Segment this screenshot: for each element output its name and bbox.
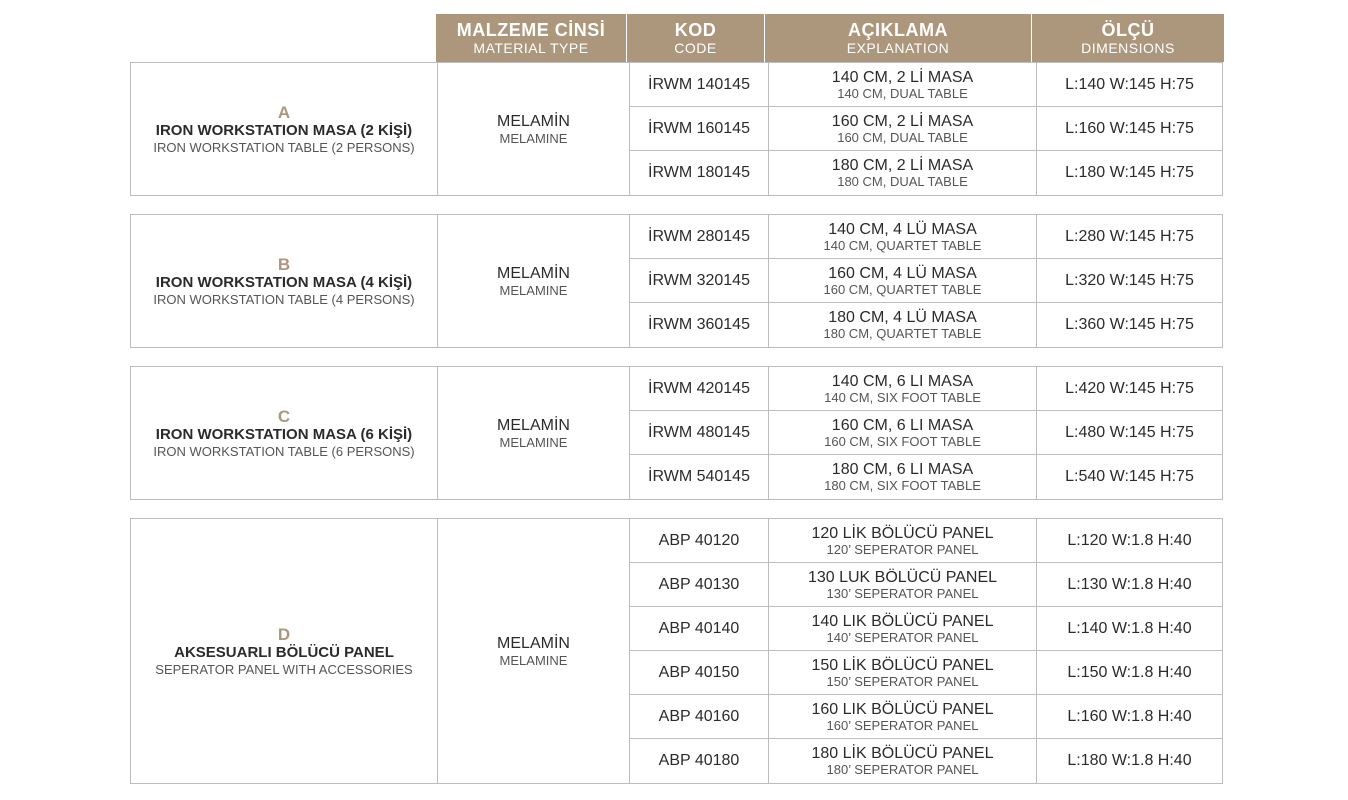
row-code: İRWM 320145 bbox=[630, 259, 769, 302]
row-dimensions: L:420 W:145 H:75 bbox=[1065, 379, 1194, 397]
group-name bbox=[131, 63, 438, 195]
material-en: MELAMINE bbox=[499, 652, 568, 668]
row-dimensions: L:130 W:1.8 H:40 bbox=[1067, 575, 1192, 593]
row-code: ABP 40120 bbox=[630, 519, 769, 562]
explanation-tr: 180 CM, 4 LÜ MASA bbox=[828, 309, 977, 326]
group-name bbox=[131, 519, 438, 783]
row-explanation bbox=[769, 107, 1037, 150]
header-explanation-en: EXPLANATION bbox=[846, 39, 950, 56]
row-code: ABP 40160 bbox=[630, 695, 769, 738]
group-rows bbox=[630, 215, 1222, 347]
group-title: IRON WORKSTATION MASA (2 KİŞİ) bbox=[155, 121, 413, 139]
product-group-c bbox=[130, 366, 1223, 500]
explanation-en: 130’ SEPERATOR PANEL bbox=[826, 585, 979, 601]
material-tr: MELAMİN bbox=[497, 264, 570, 282]
row-dimensions: L:180 W:145 H:75 bbox=[1065, 164, 1194, 181]
row-code: ABP 40130 bbox=[630, 563, 769, 606]
table-row bbox=[630, 63, 1222, 107]
group-material bbox=[438, 367, 630, 499]
header-material-tr: MALZEME CİNSİ bbox=[456, 19, 606, 40]
explanation-tr: 180 CM, 6 LI MASA bbox=[831, 461, 974, 478]
row-dimensions: L:160 W:1.8 H:40 bbox=[1067, 707, 1192, 725]
row-code: İRWM 140145 bbox=[630, 63, 769, 106]
header-material bbox=[436, 14, 627, 62]
table-row bbox=[630, 411, 1222, 455]
group-letter: B bbox=[277, 254, 291, 274]
table-row bbox=[630, 739, 1222, 783]
explanation-en: 180’ SEPERATOR PANEL bbox=[826, 762, 979, 777]
row-dimensions: L:120 W:1.8 H:40 bbox=[1067, 531, 1192, 549]
header-code-tr: KOD bbox=[674, 19, 717, 40]
row-dimensions: L:140 W:145 H:75 bbox=[1065, 75, 1194, 93]
product-group-b bbox=[130, 214, 1223, 348]
row-code: İRWM 360145 bbox=[630, 303, 769, 347]
header-material-en: MATERIAL TYPE bbox=[473, 39, 589, 56]
table-row bbox=[630, 695, 1222, 739]
row-explanation bbox=[769, 411, 1037, 454]
explanation-en: 180 CM, QUARTET TABLE bbox=[823, 326, 982, 341]
group-material bbox=[438, 215, 630, 347]
group-title: IRON WORKSTATION MASA (4 KİŞİ) bbox=[155, 273, 413, 291]
row-code: İRWM 180145 bbox=[630, 151, 769, 195]
row-code: ABP 40180 bbox=[630, 739, 769, 783]
header-explanation bbox=[765, 14, 1032, 62]
material-en: MELAMINE bbox=[499, 434, 568, 450]
row-explanation bbox=[769, 367, 1037, 410]
group-subtitle: SEPERATOR PANEL WITH ACCESSORIES bbox=[155, 661, 413, 677]
group-material bbox=[438, 63, 630, 195]
table-row bbox=[630, 259, 1222, 303]
row-code: İRWM 420145 bbox=[630, 367, 769, 410]
table-row bbox=[630, 215, 1222, 259]
row-code: İRWM 280145 bbox=[630, 215, 769, 258]
group-letter: D bbox=[277, 624, 291, 644]
row-dimensions: L:150 W:1.8 H:40 bbox=[1067, 663, 1192, 681]
row-explanation bbox=[769, 519, 1037, 562]
material-en: MELAMINE bbox=[499, 282, 568, 298]
explanation-en: 140 CM, DUAL TABLE bbox=[837, 85, 968, 101]
row-dimensions: L:180 W:1.8 H:40 bbox=[1067, 752, 1192, 769]
group-letter: A bbox=[277, 102, 291, 122]
row-dimensions: L:140 W:1.8 H:40 bbox=[1067, 619, 1192, 637]
table-row bbox=[630, 651, 1222, 695]
group-rows bbox=[630, 63, 1222, 195]
row-dimensions: L:160 W:145 H:75 bbox=[1065, 119, 1194, 137]
row-dimensions: L:480 W:145 H:75 bbox=[1065, 423, 1194, 441]
explanation-tr: 140 CM, 2 Lİ MASA bbox=[831, 68, 974, 86]
table-row bbox=[630, 519, 1222, 563]
header-dimensions-en: DIMENSIONS bbox=[1081, 39, 1175, 56]
explanation-tr: 180 CM, 2 Lİ MASA bbox=[831, 157, 974, 174]
material-en: MELAMINE bbox=[499, 130, 568, 146]
group-letter: C bbox=[277, 406, 291, 426]
row-explanation bbox=[769, 215, 1037, 258]
explanation-en: 140 CM, SIX FOOT TABLE bbox=[824, 389, 981, 405]
header-explanation-tr: AÇIKLAMA bbox=[848, 19, 948, 40]
row-explanation bbox=[769, 151, 1037, 195]
table-row bbox=[630, 563, 1222, 607]
row-explanation bbox=[769, 651, 1037, 694]
row-code: ABP 40140 bbox=[630, 607, 769, 650]
material-tr: MELAMİN bbox=[497, 112, 570, 130]
explanation-tr: 140 CM, 6 LI MASA bbox=[831, 372, 974, 390]
group-subtitle: IRON WORKSTATION TABLE (2 PERSONS) bbox=[153, 139, 415, 155]
group-subtitle: IRON WORKSTATION TABLE (6 PERSONS) bbox=[153, 443, 415, 459]
explanation-tr: 160 CM, 2 Lİ MASA bbox=[831, 112, 974, 130]
material-tr: MELAMİN bbox=[497, 416, 570, 434]
header-dimensions-tr: ÖLÇÜ bbox=[1101, 19, 1155, 40]
row-explanation bbox=[769, 259, 1037, 302]
group-title: IRON WORKSTATION MASA (6 KİŞİ) bbox=[155, 425, 413, 443]
row-code: İRWM 160145 bbox=[630, 107, 769, 150]
explanation-en: 160 CM, DUAL TABLE bbox=[837, 129, 968, 145]
group-name bbox=[131, 215, 438, 347]
row-code: ABP 40150 bbox=[630, 651, 769, 694]
explanation-en: 140’ SEPERATOR PANEL bbox=[826, 629, 979, 645]
table-row bbox=[630, 151, 1222, 195]
material-tr: MELAMİN bbox=[497, 634, 570, 652]
row-explanation bbox=[769, 303, 1037, 347]
row-code: İRWM 480145 bbox=[630, 411, 769, 454]
table-row bbox=[630, 455, 1222, 499]
product-group-d bbox=[130, 518, 1223, 784]
explanation-tr: 150 LİK BÖLÜCÜ PANEL bbox=[811, 656, 994, 674]
explanation-en: 160 CM, SIX FOOT TABLE bbox=[824, 433, 981, 449]
group-rows bbox=[630, 519, 1222, 783]
row-dimensions: L:540 W:145 H:75 bbox=[1065, 468, 1194, 485]
explanation-tr: 160 CM, 4 LÜ MASA bbox=[828, 264, 977, 282]
row-explanation bbox=[769, 607, 1037, 650]
explanation-tr: 160 LIK BÖLÜCÜ PANEL bbox=[811, 700, 994, 718]
explanation-en: 120’ SEPERATOR PANEL bbox=[826, 541, 979, 557]
header-dimensions bbox=[1032, 14, 1224, 62]
group-rows bbox=[630, 367, 1222, 499]
explanation-tr: 140 LIK BÖLÜCÜ PANEL bbox=[811, 612, 994, 630]
row-dimensions: L:360 W:145 H:75 bbox=[1065, 316, 1194, 333]
table-row bbox=[630, 607, 1222, 651]
explanation-tr: 180 LİK BÖLÜCÜ PANEL bbox=[811, 745, 994, 762]
group-material bbox=[438, 519, 630, 783]
row-dimensions: L:280 W:145 H:75 bbox=[1065, 227, 1194, 245]
row-explanation bbox=[769, 455, 1037, 499]
explanation-en: 160 CM, QUARTET TABLE bbox=[823, 281, 982, 297]
group-name bbox=[131, 367, 438, 499]
table-row bbox=[630, 107, 1222, 151]
row-explanation bbox=[769, 695, 1037, 738]
explanation-en: 180 CM, DUAL TABLE bbox=[837, 174, 968, 189]
explanation-en: 180 CM, SIX FOOT TABLE bbox=[824, 478, 981, 493]
table-header bbox=[436, 14, 1224, 62]
explanation-en: 150’ SEPERATOR PANEL bbox=[826, 673, 979, 689]
row-explanation bbox=[769, 739, 1037, 783]
explanation-tr: 120 LİK BÖLÜCÜ PANEL bbox=[811, 524, 994, 542]
row-explanation bbox=[769, 63, 1037, 106]
explanation-tr: 160 CM, 6 LI MASA bbox=[831, 416, 974, 434]
row-explanation bbox=[769, 563, 1037, 606]
explanation-en: 140 CM, QUARTET TABLE bbox=[823, 237, 982, 253]
group-subtitle: IRON WORKSTATION TABLE (4 PERSONS) bbox=[153, 291, 415, 307]
explanation-en: 160’ SEPERATOR PANEL bbox=[826, 717, 979, 733]
product-group-a bbox=[130, 62, 1223, 196]
row-dimensions: L:320 W:145 H:75 bbox=[1065, 271, 1194, 289]
header-code bbox=[627, 14, 765, 62]
explanation-tr: 140 CM, 4 LÜ MASA bbox=[828, 220, 977, 238]
group-title: AKSESUARLI BÖLÜCÜ PANEL bbox=[174, 643, 394, 661]
header-code-en: CODE bbox=[674, 39, 717, 56]
explanation-tr: 130 LUK BÖLÜCÜ PANEL bbox=[807, 568, 998, 586]
row-code: İRWM 540145 bbox=[630, 455, 769, 499]
table-row bbox=[630, 367, 1222, 411]
table-row bbox=[630, 303, 1222, 347]
